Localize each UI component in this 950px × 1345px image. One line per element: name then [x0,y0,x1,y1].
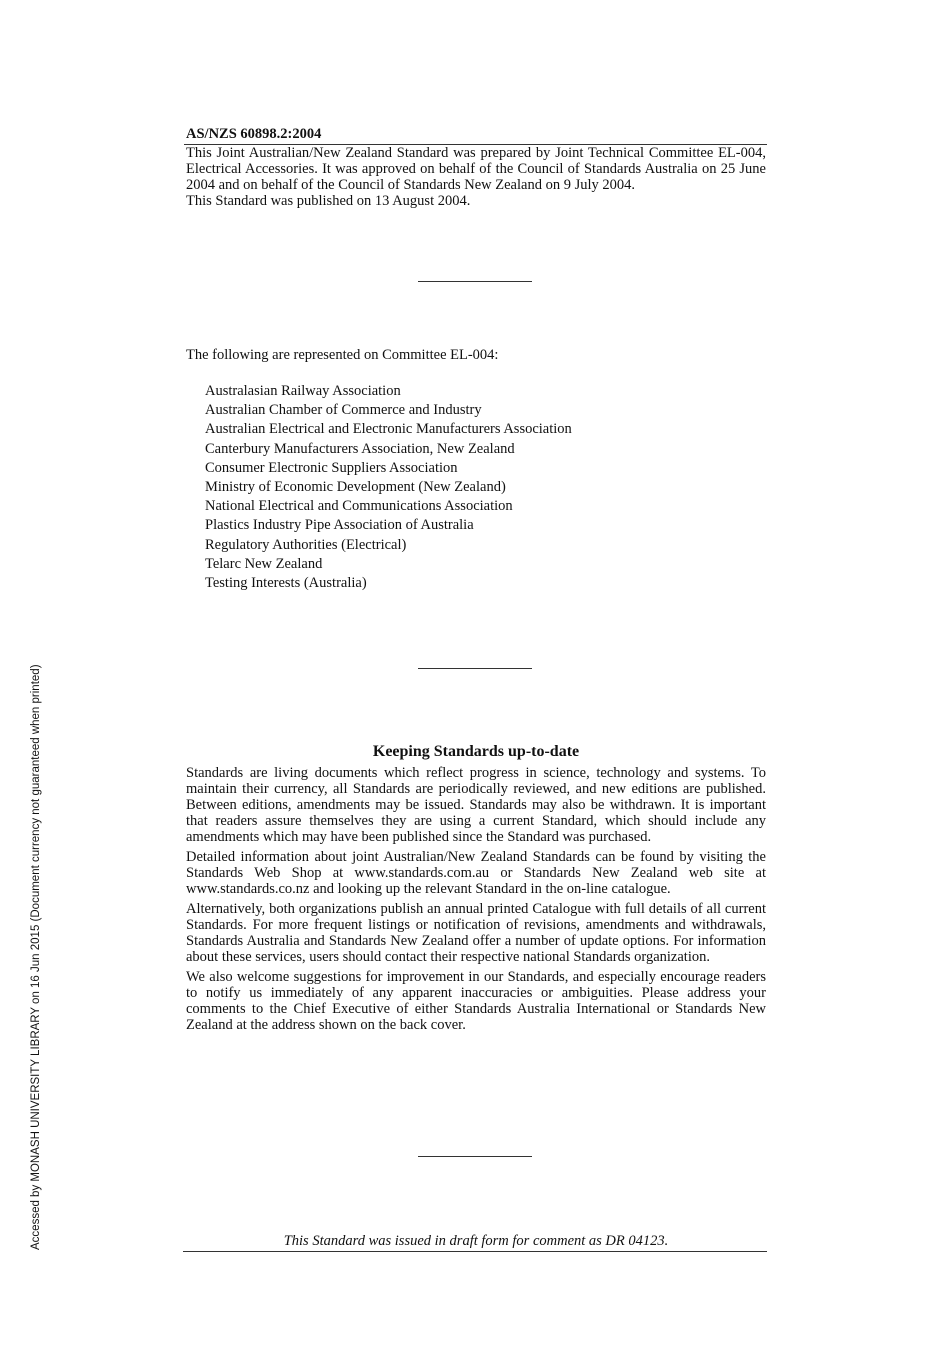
list-item: Canterbury Manufacturers Association, New Zealand [205,440,515,457]
intro-paragraph: This Joint Australian/New Zealand Standard was prepared by Joint Technical Committee EL-004, Electrical Accessories. It was approved on behalf of the Council of Standards Australia on 25 June 2004 and on behalf of the Council of Standards New Zealand on 9 July 2004. [186,145,766,193]
list-item: Australian Chamber of Commerce and Industry [205,402,482,419]
committee-member-list [205,382,572,593]
body-paragraph: Detailed information about joint Australian/New Zealand Standards can be found by visiting the Standards Web Shop at www.standards.com.au or Standards New Zealand web site at www.standards.co.nz and looking up the relevant Standard in the on-line catalogue. [186,849,766,897]
body-paragraph: Standards are living documents which reflect progress in science, technology and systems. To maintain their currency, all Standards are periodically reviewed, and new editions are published. Between editions, amendments may be issued. Standards may also be withdrawn. It is important that readers assure themselves they are using a current Standard, which should include any amendments which may have been published since the Standard was purchased. [186,765,766,845]
list-item: Australasian Railway Association [205,383,401,399]
section-separator [418,281,532,282]
body-paragraph: We also welcome suggestions for improvement in our Standards, and especially encourage readers to notify us immediately of any apparent inaccuracies or ambiguities. Please address your comments to the Chief Executive of either Standards Australia International or Standards New Zealand at the address shown on the back cover. [186,969,766,1033]
list-item: National Electrical and Communications Association [205,498,513,515]
list-item: Plastics Industry Pipe Association of Australia [205,517,474,534]
committee-heading: The following are represented on Committee EL-004: [186,347,499,363]
section-separator [418,1156,532,1157]
access-watermark-text: Accessed by MONASH UNIVERSITY LIBRARY on 16 Jun 2015 (Document currency not guaranteed when printed) [30,664,42,1250]
list-item: Australian Electrical and Electronic Manufacturers Association [205,421,572,438]
list-item: Telarc New Zealand [205,555,323,572]
list-item: Ministry of Economic Development (New Zealand) [205,479,506,496]
keeping-standards-body [186,765,766,1037]
standard-code: AS/NZS 60898.2:2004 [186,126,322,142]
list-item: Testing Interests (Australia) [205,575,367,592]
publication-date: This Standard was published on 13 August 2004. [186,193,471,209]
body-paragraph: Alternatively, both organizations publish an annual printed Catalogue with full details of all current Standards. For more frequent listings or notification of revisions, amendments and withdrawals, Standards Australia and Standards New Zealand offer a number of update options. For information about these services, users should contact their respective national Standards organization. [186,901,766,965]
list-item: Consumer Electronic Suppliers Association [205,459,458,476]
intro-block [186,145,766,209]
draft-note: This Standard was issued in draft form for comment as DR 04123. [283,1233,669,1249]
section-title: Keeping Standards up-to-date [372,743,580,760]
footer-rule [183,1251,767,1252]
section-separator [418,668,532,669]
list-item: Regulatory Authorities (Electrical) [205,536,407,553]
